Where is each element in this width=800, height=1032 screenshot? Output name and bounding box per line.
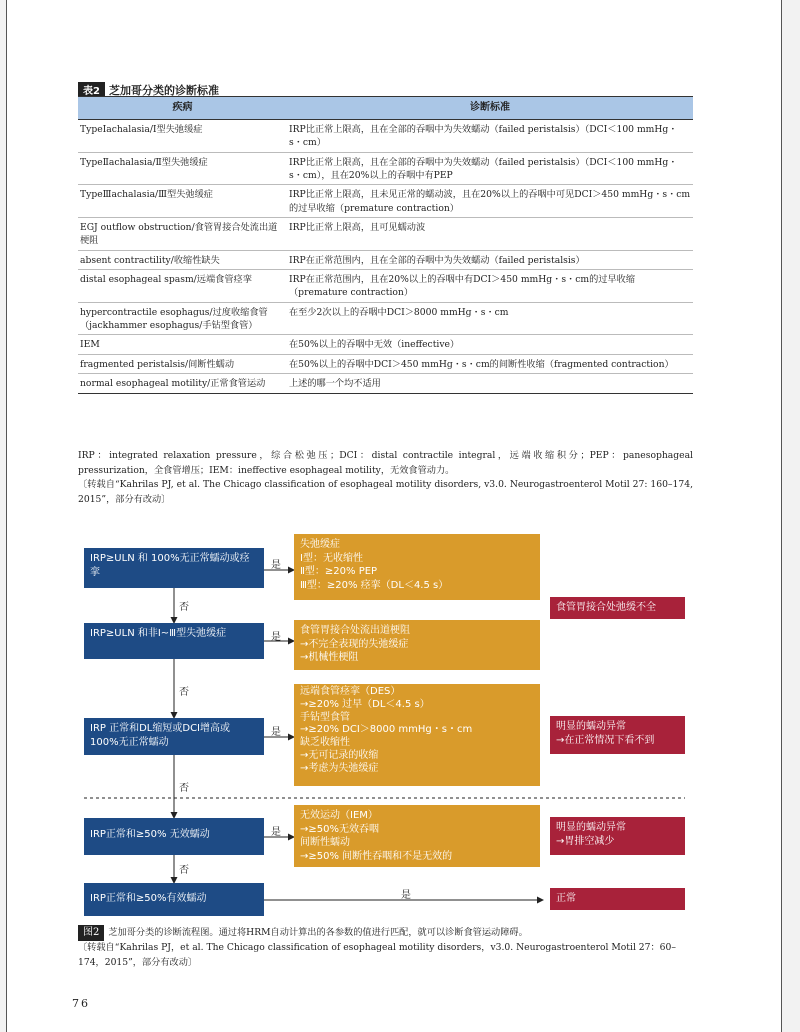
criteria-cell: IRP比正常上限高，且可见蠕动波 <box>287 218 693 251</box>
criteria-cell: IRP比正常上限高，且在全部的吞咽中为失效蠕动（failed peristalsis）（DCI＜100 mmHg・s・cm），且在20%以上的吞咽中有PEP <box>287 152 693 185</box>
result-line: 明显的蠕动异常 <box>556 721 626 732</box>
result-line: 明显的蠕动异常 <box>556 822 626 833</box>
table-tag: 表2 <box>78 82 105 97</box>
outcome-line: Ⅱ型：≥20% PEP <box>300 566 378 577</box>
table-source: 〔转载自“Kahrilas PJ, et al. The Chicago classification of esophageal motility disorders, v3.0. Neurogastroenterol Motil 27: 160–174, 2015”，部分有改动〕 <box>78 479 693 506</box>
disease-cell: fragmented peristalsis/间断性蠕动 <box>78 354 287 373</box>
question-box-3: IRP 正常和DL缩短或DCI增高或100%无正常蠕动 <box>84 718 264 755</box>
outcome-line: Ⅰ型：无收缩性 <box>300 552 363 564</box>
outcome-egj-obstruction <box>294 620 540 670</box>
disease-cell: TypeⅠachalasia/Ⅰ型失弛缓症 <box>78 120 287 153</box>
criteria-cell: IRP比正常上限高，且未见正常的蠕动波，且在20%以上的吞咽中可见DCI＞450 mmHg・s・cm的过早收缩（premature contraction） <box>287 185 693 218</box>
outcome-line: 缺乏收缩性 <box>300 737 350 749</box>
question-box-5: IRP正常和≥50%有效蠕动 <box>84 883 264 916</box>
criteria-cell: IRP在正常范围内，且在20%以上的吞咽中有DCI＞450 mmHg・s・cm的过早收缩（premature contraction） <box>287 270 693 303</box>
outcome-line: 失弛缓症 <box>300 539 340 550</box>
disease-cell: TypeⅢachalasia/Ⅲ型失弛缓症 <box>78 185 287 218</box>
outcome-line: →无可记录的收缩 <box>300 749 379 761</box>
result-egj-outflow: 食管胃接合处弛缓不全 <box>550 597 685 619</box>
disease-cell: hypercontractile esophagus/过度收缩食管（jackhammer esophagus/手钻型食管） <box>78 302 287 335</box>
figure-caption-text: 芝加哥分类的诊断流程图。通过将HRM自动计算出的各参数的值进行匹配，就可以诊断食管运动障碍。 <box>108 927 528 938</box>
figure-caption <box>78 925 693 970</box>
criteria-cell: 上述的哪一个均不适用 <box>287 374 693 393</box>
disease-cell: distal esophageal spasm/远端食管痉挛 <box>78 270 287 303</box>
yes-label: 是 <box>271 560 281 571</box>
outcome-line: Ⅲ型：≥20% 痉挛（DL＜4.5 s） <box>300 579 449 591</box>
abbreviations-note: IRP：integrated relaxation pressure，综合松弛压；DCI：distal contractile integral，远端收缩积分；PEP：panesophageal pressurization，全食管增压；IEM：ineffective esophageal motility，无效食管动力。 <box>78 450 693 476</box>
outcome-line: →≥50% 间断性吞咽和不是无效的 <box>300 850 453 862</box>
header-disease: 疾病 <box>78 97 287 120</box>
outcome-line: 无效运动（IEM） <box>300 810 378 821</box>
disease-cell: IEM <box>78 335 287 354</box>
outcome-line: →不完全表现的失弛缓症 <box>300 638 409 650</box>
outcome-line: 远端食管痉挛（DES） <box>300 686 401 697</box>
outcome-line: →机械性梗阻 <box>300 652 359 663</box>
figure-tag: 图2 <box>78 925 104 941</box>
no-label: 否 <box>179 783 189 794</box>
outcome-line: →≥20% DCI＞8000 mmHg・s・cm <box>300 724 473 736</box>
yes-label: 是 <box>271 727 281 738</box>
no-label: 否 <box>179 687 189 698</box>
header-criteria: 诊断标准 <box>287 97 693 120</box>
disease-cell: normal esophageal motility/正常食管运动 <box>78 374 287 393</box>
question-box-2: IRP≥ULN 和非Ⅰ~Ⅲ型失弛缓症 <box>84 623 264 659</box>
result-normal: 正常 <box>550 888 685 910</box>
yes-label: 是 <box>271 827 281 838</box>
result-line: →胃排空减少 <box>556 835 615 847</box>
figure-source: 〔转载自“Kahrilas PJ，et al. The Chicago classification of esophageal motility disorders，v3.0. Neurogastroenterol Motil 27：60–174，2015”，部分有改动〕 <box>78 942 676 968</box>
outcome-line: →≥20% 过早（DL＜4.5 s） <box>300 698 430 710</box>
outcome-line: 手钻型食管 <box>300 711 350 723</box>
outcome-achalasia <box>294 534 540 600</box>
criteria-cell: IRP在正常范围内，且在全部的吞咽中为失效蠕动（failed peristalsis） <box>287 250 693 269</box>
outcome-line: →≥50%无效吞咽 <box>300 823 379 835</box>
criteria-cell: 在50%以上的吞咽中无效（ineffective） <box>287 335 693 354</box>
table-title: 芝加哥分类的诊断标准 <box>108 84 219 97</box>
criteria-cell: IRP比正常上限高，且在全部的吞咽中为失效蠕动（failed peristalsis）（DCI＜100 mmHg・s・cm） <box>287 120 693 153</box>
page-number: 76 <box>72 997 90 1010</box>
yes-label: 是 <box>401 890 411 901</box>
result-major-disorder <box>550 716 685 754</box>
no-label: 否 <box>179 602 189 613</box>
disease-cell: EGJ outflow obstruction/食管胃接合处流出道梗阻 <box>78 218 287 251</box>
outcome-line: 食管胃接合处流出道梗阻 <box>300 625 410 636</box>
question-box-1: IRP≥ULN 和 100%无正常蠕动或痉挛 <box>84 548 264 588</box>
question-box-4: IRP正常和≥50% 无效蠕动 <box>84 818 264 855</box>
result-minor-disorder <box>550 817 685 855</box>
no-label: 否 <box>179 865 189 876</box>
criteria-cell: 在50%以上的吞咽中DCI＞450 mmHg・s・cm的间断性收缩（fragmented contraction） <box>287 354 693 373</box>
outcome-minor-motility <box>294 805 540 867</box>
outcome-major-motility <box>294 684 540 786</box>
yes-label: 是 <box>271 632 281 643</box>
disease-cell: absent contractility/收缩性缺失 <box>78 250 287 269</box>
criteria-cell: 在至少2次以上的吞咽中DCI＞8000 mmHg・s・cm <box>287 302 693 335</box>
disease-cell: TypeⅡachalasia/Ⅱ型失弛缓症 <box>78 152 287 185</box>
outcome-line: 间断性蠕动 <box>300 837 350 848</box>
outcome-line: →考虑为失弛缓症 <box>300 762 379 774</box>
result-line: →在正常情况下看不到 <box>556 734 655 746</box>
